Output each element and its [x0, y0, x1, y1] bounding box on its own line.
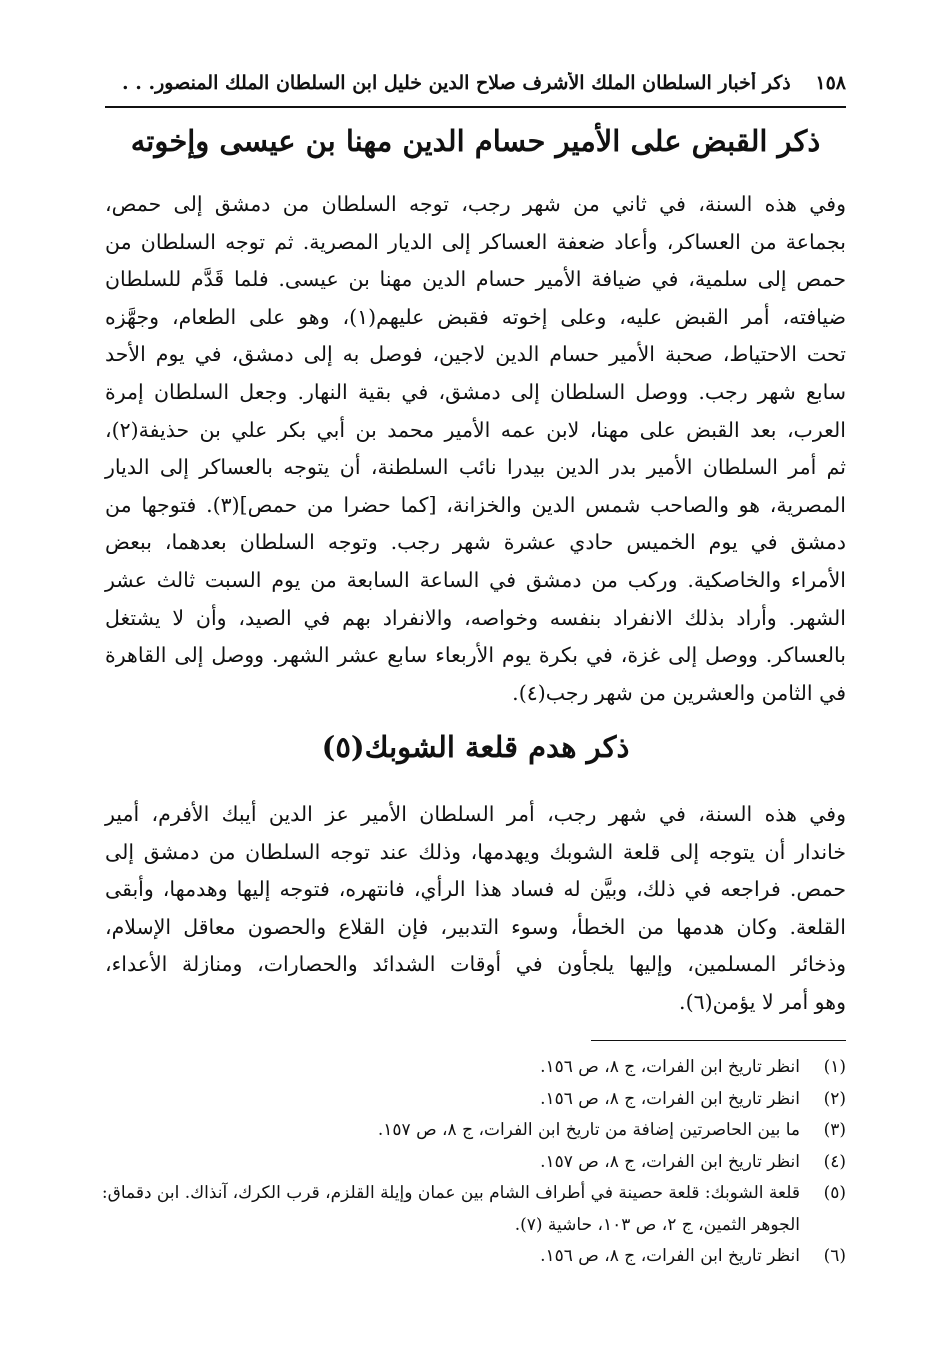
text-line: وفي هذه السنة، في ثاني من شهر رجب، توجه السلطان من دمشق إلى حمص،	[105, 192, 846, 216]
page-number: ١٥٨	[815, 72, 846, 94]
text-line: في الثامن والعشرين من شهر رجب(٤).	[512, 680, 846, 705]
footnote-text: الجوهر الثمين، ج ٢، ص ١٠٣، حاشية (٧).	[514, 1214, 800, 1235]
text-line: الأمراء والخاصكية. وركب من دمشق في الساعة السابعة من يوم السبت ثالث عشر	[105, 567, 846, 592]
section-title-shobak: ذكر هدم قلعة الشوبك(٥)	[321, 730, 630, 764]
text-line: القلعة. وكان هدمها من الخطأ، وسوء التدبير، فإن القلاع والحصون معاقل الإسلام،	[105, 914, 846, 939]
text-line: العرب، بعد القبض على مهنا، لابن عمه الأمير محمد بن أبي بكر علي بن حذيفة(٢)،	[105, 417, 846, 442]
text-line: ثم أمر السلطان الأمير بدر الدين بيدرا نائب السلطنة، أن يتوجه بالعساكر إلى الديار	[105, 455, 846, 480]
footnotes	[101, 1052, 846, 1273]
footnote	[105, 1147, 846, 1179]
footnote	[105, 1115, 846, 1147]
footnote-text: انظر تاريخ ابن الفرات، ج ٨، ص ١٥٦.	[540, 1057, 800, 1077]
footnote-number: (٣)	[823, 1120, 846, 1140]
text-line: بالعساكر. ووصل إلى غزة، في بكرة يوم الأربعاء سابع عشر الشهر. ووصل إلى القاهرة	[105, 643, 846, 668]
text-line: بجماعة من العساكر، وأعاد ضعفة العساكر إلى الديار المصرية. ثم توجه السلطان من	[105, 229, 846, 254]
section-body-shobak	[105, 796, 846, 1022]
text-line: وذخائر المسلمين، وإليها يلجأون في أوقات الشدائد والحصارات، ومنازلة الأعداء،	[105, 952, 846, 977]
header-rule	[105, 106, 846, 108]
text-line: دمشق في يوم الخميس حادي عشرة شهر رجب. وتوجه السلطان بعدهما، ببعض	[105, 530, 846, 555]
text-line: حمص إلى سلمية، في ضيافة الأمير حسام الدين مهنا بن عيسى. فلما قَدَّم للسلطان	[105, 267, 846, 292]
footnote-text: انظر تاريخ ابن الفرات، ج ٨، ص ١٥٦.	[540, 1088, 800, 1109]
footnote-number: (٦)	[823, 1246, 846, 1266]
running-title: ذكر أخبار السلطان الملك الأشرف صلاح الدين خليل ابن السلطان الملك المنصور. . .	[122, 72, 791, 94]
text-line: خاندار أن يتوجه إلى قلعة الشوبك ويهدمها، وذلك عند توجه السلطان من دمشق إلى	[105, 839, 846, 864]
text-line: تحت الاحتياط، صحبة الأمير حسام الدين لاجين، فوصل به إلى دمشق، في يوم الأحد	[105, 342, 846, 367]
footnote-text: ما بين الحاصرتين إضافة من تاريخ ابن الفرات، ج ٨، ص ١٥٧.	[377, 1120, 800, 1140]
footnote	[105, 1084, 846, 1116]
footnote-continuation	[105, 1210, 846, 1242]
text-line: حمص. فراجعه في ذلك، وبيَّن له فساد هذا الرأي، فانتهره، فتوجه إليها وهدمها، وأبقى	[105, 877, 846, 902]
footnote-text: انظر تاريخ ابن الفرات، ج ٨، ص ١٥٦.	[540, 1246, 800, 1266]
text-line: الشهر. وأراد بذلك الانفراد بنفسه وخواصه، والانفراد بهم في الصيد، وأن لا يشتغل	[105, 605, 846, 630]
section-title-arrest: ذكر القبض على الأمير حسام الدين مهنا بن عيسى وإخوته	[130, 124, 821, 158]
footnote	[105, 1052, 846, 1084]
text-line: وفي هذه السنة، في شهر رجب، أمر السلطان الأمير عز الدين أيبك الأفرم، أمير	[105, 802, 846, 826]
footnote-text: انظر تاريخ ابن الفرات، ج ٨، ص ١٥٧.	[540, 1151, 800, 1172]
text-line: وهو أمر لا يؤمن(٦).	[679, 989, 846, 1014]
footnote-number: (٤)	[823, 1151, 846, 1172]
footnote-text: قلعة الشوبك: قلعة حصينة في أطراف الشام بين عمان وإيلة القلزم، قرب الكرك، آنذاك. ابن دقماق:	[101, 1183, 800, 1203]
section-body-arrest	[105, 186, 846, 712]
footnote-number: (٥)	[823, 1183, 846, 1203]
text-line: سابع شهر رجب. ووصل السلطان إلى دمشق، في بقية النهار. وجعل السلطان إمرة	[105, 379, 846, 404]
footnote-number: (١)	[823, 1057, 846, 1077]
footnote	[105, 1241, 846, 1273]
footnote-rule	[591, 1040, 846, 1041]
text-line: المصرية، هو والصاحب شمس الدين والخزانة، [كما حضرا من حمص](٣). فتوجها من	[105, 492, 847, 517]
footnote	[101, 1178, 846, 1210]
text-line: ضيافته، أمر القبض عليه، وعلى إخوته فقبض عليهم(١)، وهو على الطعام، وجهَّزه	[105, 304, 846, 329]
footnote-number: (٢)	[823, 1088, 846, 1109]
running-header	[105, 72, 846, 102]
